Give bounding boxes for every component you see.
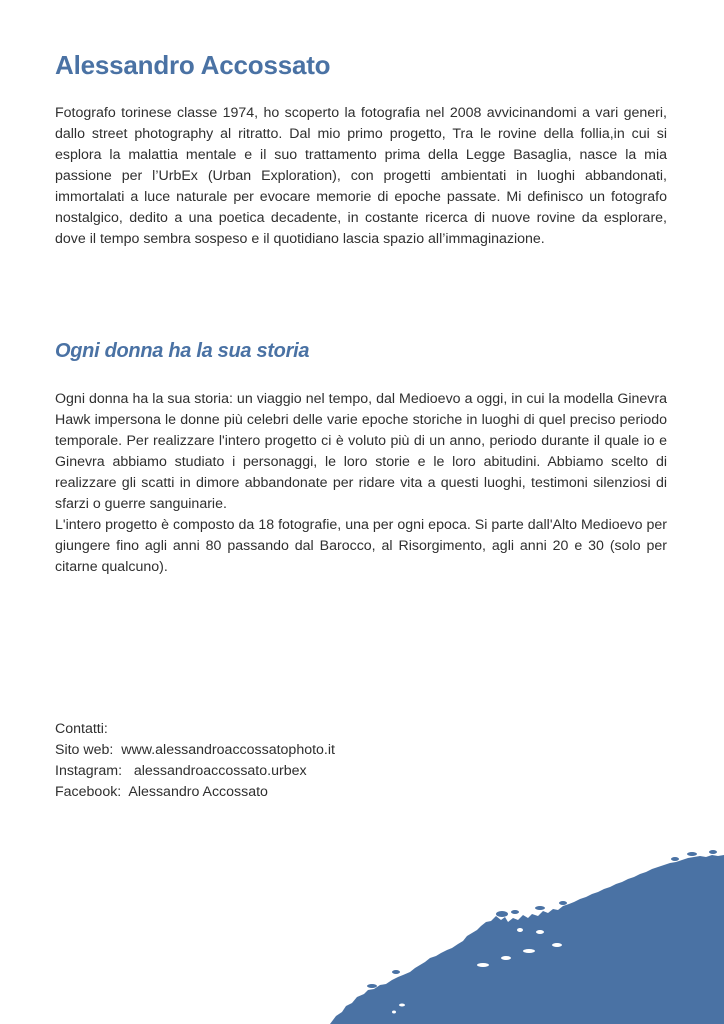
contact-website-row (55, 740, 335, 761)
facebook-name[interactable]: Alessandro Accossato (128, 784, 268, 800)
instagram-handle[interactable]: alessandroaccossato.urbex (133, 763, 307, 779)
author-name-title: Alessandro Accossato (55, 50, 331, 80)
contacts-heading: Contatti: (55, 721, 108, 737)
contact-instagram-row (55, 761, 335, 782)
instagram-label: Instagram: (55, 763, 134, 779)
author-bio-paragraph: Fotografo torinese classe 1974, ho scoperto la fotografia nel 2008 avvicinandomi a vari generi, dallo street photography al ritratto. Dal mio primo progetto, Tra le rovine della follia,in cui si esplora la malattia mentale e il suo trattamento prima della Legge Basaglia, nasce la mia passione per l’UrbEx (Urban Exploration), con progetti ambientati in luoghi abbandonati, immortalati a luce naturale per evocare memorie di epoche passate. Mi definisco un fotografo nostalgico, dedito a una poetica decadente, in costante ricerca di nuove rovine da esplorare, dove il tempo sembra sospeso e il quotidiano lascia spazio all’immaginazione. (55, 105, 667, 247)
facebook-label: Facebook: (55, 784, 129, 800)
contacts-block (55, 719, 335, 803)
website-label: Sito web: (55, 742, 122, 758)
project-paragraph-2: L'intero progetto è composto da 18 fotografie, una per ogni epoca. Si parte dall'Alto Medioevo per giungere fino agli anni 80 passando dal Barocco, al Risorgimento, agli anni 20 e 30 (solo per citarne qualcuno). (55, 517, 667, 575)
project-paragraph-1: Ogni donna ha la sua storia: un viaggio nel tempo, dal Medioevo a oggi, in cui la modella Ginevra Hawk impersona le donne più celebri delle varie epoche storiche in luoghi di quel preciso periodo temporale. Per realizzare l'intero progetto ci è voluto più di un anno, periodo durante il quale io e Ginevra abbiamo studiato i personaggi, le loro storie e le loro abitudini. Abbiamo scelto di realizzare gli scatti in dimore abbandonate per ridare vita a questi luoghi, testimoni silenziosi di sfarzi o guerre sanguinarie. (55, 391, 667, 512)
project-description (55, 389, 667, 578)
website-link[interactable]: www.alessandroaccossatophoto.it (121, 742, 335, 758)
project-title: Ogni donna ha la sua storia (55, 340, 310, 362)
contact-facebook-row (55, 782, 335, 803)
